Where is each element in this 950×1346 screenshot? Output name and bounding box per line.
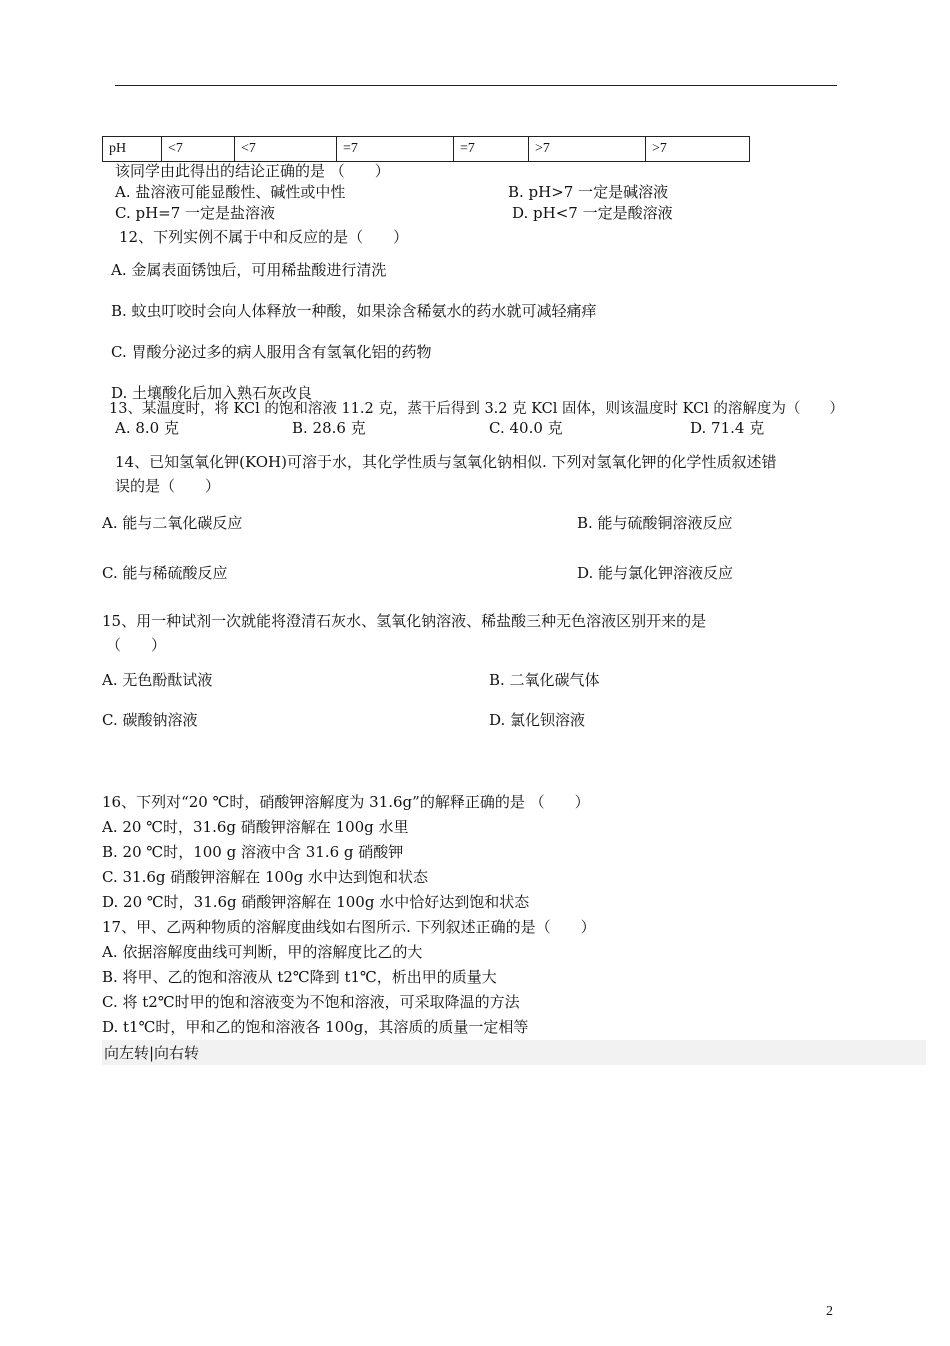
page-number: 2 — [826, 1304, 833, 1319]
rotate-bar — [102, 1040, 926, 1065]
q14-stem-line2: 误的是（ ） — [115, 477, 221, 495]
q15-stem-line1: 15、用一种试剂一次就能将澄清石灰水、氢氧化钠溶液、稀盐酸三种无色溶液区别开来的是 — [102, 612, 707, 630]
q14-option-b: B. 能与硫酸铜溶液反应 — [577, 514, 733, 532]
ph-table — [102, 136, 750, 162]
q13-stem: 13、某温度时，将 KCl 的饱和溶液 11.2 克，蒸干后得到 3.2 克 KCl 固体，则该温度时 KCl 的溶解度为（ ） — [109, 401, 844, 417]
q13-option-a: A. 8.0 克 — [115, 419, 179, 437]
q17-option-c: C. 将 t2℃时甲的饱和溶液变为不饱和溶液，可采取降温的方法 — [102, 993, 520, 1011]
q16-option-d: D. 20 ℃时，31.6g 硝酸钾溶解在 100g 水中恰好达到饱和状态 — [102, 893, 530, 911]
table-cell: <7 — [162, 137, 235, 162]
table-cell: >7 — [646, 137, 750, 162]
q14-option-d: D. 能与氯化钾溶液反应 — [577, 564, 734, 582]
q13-option-d: D. 71.4 克 — [690, 419, 765, 437]
q15-option-c: C. 碳酸钠溶液 — [102, 711, 198, 729]
q16-option-b: B. 20 ℃时，100 g 溶液中含 31.6 g 硝酸钾 — [102, 843, 404, 861]
q11-option-a: A. 盐溶液可能显酸性、碱性或中性 — [115, 183, 346, 201]
table-cell: <7 — [235, 137, 337, 162]
q12-option-d: D. 土壤酸化后加入熟石灰改良 — [111, 384, 313, 402]
q17-option-b: B. 将甲、乙的饱和溶液从 t2℃降到 t1℃，析出甲的质量大 — [102, 968, 497, 986]
q16-option-a: A. 20 ℃时，31.6g 硝酸钾溶解在 100g 水里 — [102, 818, 409, 836]
q13-option-c: C. 40.0 克 — [489, 419, 563, 437]
q14-option-c: C. 能与稀硫酸反应 — [102, 564, 228, 582]
q11-option-b: B. pH>7 一定是碱溶液 — [508, 183, 669, 201]
table-cell: =7 — [337, 137, 454, 162]
q17-option-a: A. 依据溶解度曲线可判断，甲的溶解度比乙的大 — [102, 943, 423, 961]
rotate-links[interactable]: 向左转|向右转 — [104, 1044, 200, 1062]
q16-stem: 16、下列对“20 ℃时，硝酸钾溶解度为 31.6g”的解释正确的是 （ ） — [102, 793, 590, 811]
q14-option-a: A. 能与二氧化碳反应 — [102, 514, 243, 532]
q15-option-a: A. 无色酚酞试液 — [102, 671, 213, 689]
table-cell: >7 — [529, 137, 646, 162]
q11-stem: 该同学由此得出的结论正确的是 （ ） — [115, 162, 390, 180]
table-row — [103, 137, 750, 162]
header-rule — [115, 85, 837, 86]
q11-option-d: D. pH<7 一定是酸溶液 — [512, 204, 673, 222]
q15-option-d: D. 氯化钡溶液 — [489, 711, 586, 729]
q17-stem: 17、甲、乙两种物质的溶解度曲线如右图所示. 下列叙述正确的是（ ） — [102, 918, 596, 936]
q11-option-c: C. pH=7 一定是盐溶液 — [115, 204, 276, 222]
q13-option-b: B. 28.6 克 — [292, 419, 366, 437]
table-cell: =7 — [454, 137, 529, 162]
q16-option-c: C. 31.6g 硝酸钾溶解在 100g 水中达到饱和状态 — [102, 868, 429, 886]
q15-option-b: B. 二氧化碳气体 — [489, 671, 600, 689]
q12-stem: 12、下列实例不属于中和反应的是（ ） — [119, 228, 409, 246]
q12-option-a: A. 金属表面锈蚀后，可用稀盐酸进行清洗 — [111, 261, 387, 279]
table-cell: pH — [103, 137, 162, 162]
q15-stem-line2: （ ） — [106, 636, 167, 654]
q12-option-c: C. 胃酸分泌过多的病人服用含有氢氧化铝的药物 — [111, 343, 432, 361]
q12-option-b: B. 蚊虫叮咬时会向人体释放一种酸，如果涂含稀氨水的药水就可减轻痛痒 — [111, 302, 597, 320]
q14-stem-line1: 14、已知氢氧化钾(KOH)可溶于水，其化学性质与氢氧化钠相似. 下列对氢氧化钾的化学性质叙述错 — [115, 453, 777, 471]
q17-option-d: D. t1℃时，甲和乙的饱和溶液各 100g，其溶质的质量一定相等 — [102, 1018, 529, 1036]
